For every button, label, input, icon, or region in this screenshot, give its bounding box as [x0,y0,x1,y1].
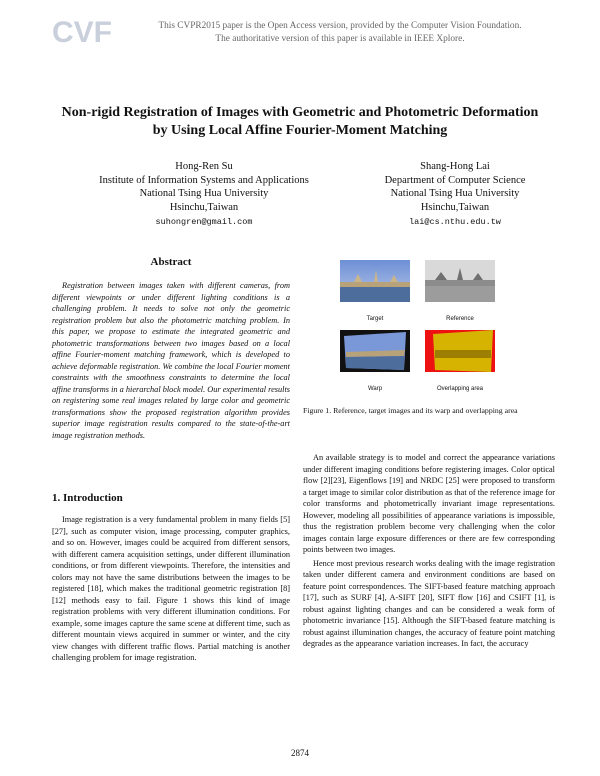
introduction-heading: 1. Introduction [52,492,123,504]
open-access-notice [120,20,560,46]
author-affiliation: Institute of Information Systems and Applications [99,174,309,186]
author-location: Hsinchu,Taiwan [420,201,490,213]
label-target: Target [366,316,384,322]
author-name: Shang-Hong Lai [420,161,490,172]
author-affiliation: Department of Computer Science [384,174,526,186]
figure-caption: Figure 1. Reference, target images and its warp and overlapping area [303,406,518,415]
notice-line-2: The authoritative version of this paper is available in IEEE Xplore. [215,34,465,44]
paper-title [40,104,560,140]
right-column-text [303,452,555,650]
abstract-text: Registration between images taken with different cameras, from different viewpoints or under different lighting conditions is a challenging problem. It needs to solve not only the geometric registration problem but also the photometric matching problem. In this paper, we propose to estimate the integrated geometric and photometric transformations between two images based on a local affine Fourier-moment matching framework, which is developed to achieve deformable registration. We combine the local Fourier moment constraints with the smoothness constraints to determine the local affine transforms in a hierarchal block model. Our experimental results on registering some real images related by large color and geometric transformations show the proposed registration algorithm provides superior image registration results compared to the state-of-the-art image registration methods. [52,281,290,440]
label-reference: Reference [446,316,474,322]
page-number: 2874 [291,748,309,758]
author-location: Hsinchu,Taiwan [169,201,239,213]
target-image [340,260,410,302]
label-overlapping-area: Overlapping area [436,386,484,392]
title-line-2: by Using Local Affine Fourier-Moment Matching [152,123,448,138]
warp-image [340,330,410,372]
author-name: Hong-Ren Su [175,161,233,172]
cvf-logo-text: CVF [52,16,112,49]
reference-image [425,260,495,302]
right-paragraph-2: Hence most previous research works dealing with the image registration taken under different camera and environment conditions are based on feature point correspondences. The SIFT-based feature matching approach [17], such as SURF [4], A-SIFT [20], SIFT flow [16] and CSIFT [1], is robust against lighting changes and can be considered a weak form of photometric invariance [15]. Although the SIFT-based feature matching is robust against illumination changes, the accuracy of feature point matching degrades as the appearance variation increases. In fact, the accuracy [303,558,555,648]
author-university: National Tsing Hua University [139,188,269,199]
cvf-logo [52,14,112,49]
author-block-2 [345,160,565,230]
author-block-1 [84,160,324,230]
author-university: National Tsing Hua University [390,188,520,199]
author-email: lai@cs.nthu.edu.tw [409,217,501,227]
label-warp: Warp [367,386,383,392]
right-paragraph-1: An available strategy is to model and correct the appearance variations under different imaging conditions before registering images. Color optical flow [2][23], Eigenflows [19] and NRDC [25] were proposed to transform a target image to similar color distribution as that of the reference image for color transforms and photometrically invariant image representations. However, modeling all possibilities of appearance variations is impossible, thus the registration problem become very challenging when the color images contain large exposure differences or there are few corresponding points between two images. [303,453,555,554]
author-email: suhongren@gmail.com [155,217,253,227]
title-line-1: Non-rigid Registration of Images with Geometric and Photometric Deformation [61,105,539,120]
introduction-paragraph: Image registration is a very fundamental problem in many fields [5][27], such as computer vision, image processing, computer graphics, and so on. However, images could be acquired from different sensors, with different camera acquisition settings, under different illumination conditions, or from different viewpoints. Therefore, the intensities and colors may not have the same distributions between the images to be registered [18], which makes the traditional geometric registration [8][12] methods easy to fail. Figure 1 shows this kind of image registration problems with very different illumination conditions. For example, some images capture the same scene at different time, such as different mountain views acquired in summer or winter, and the city view changes with different traffic flows. Partial matching is another challenging problem for image registration. [52,515,290,662]
notice-line-1: This CVPR2015 paper is the Open Access version, provided by the Computer Vision Foundation. [158,21,522,31]
overlapping-area-image [425,330,495,372]
abstract-heading: Abstract [150,256,192,268]
